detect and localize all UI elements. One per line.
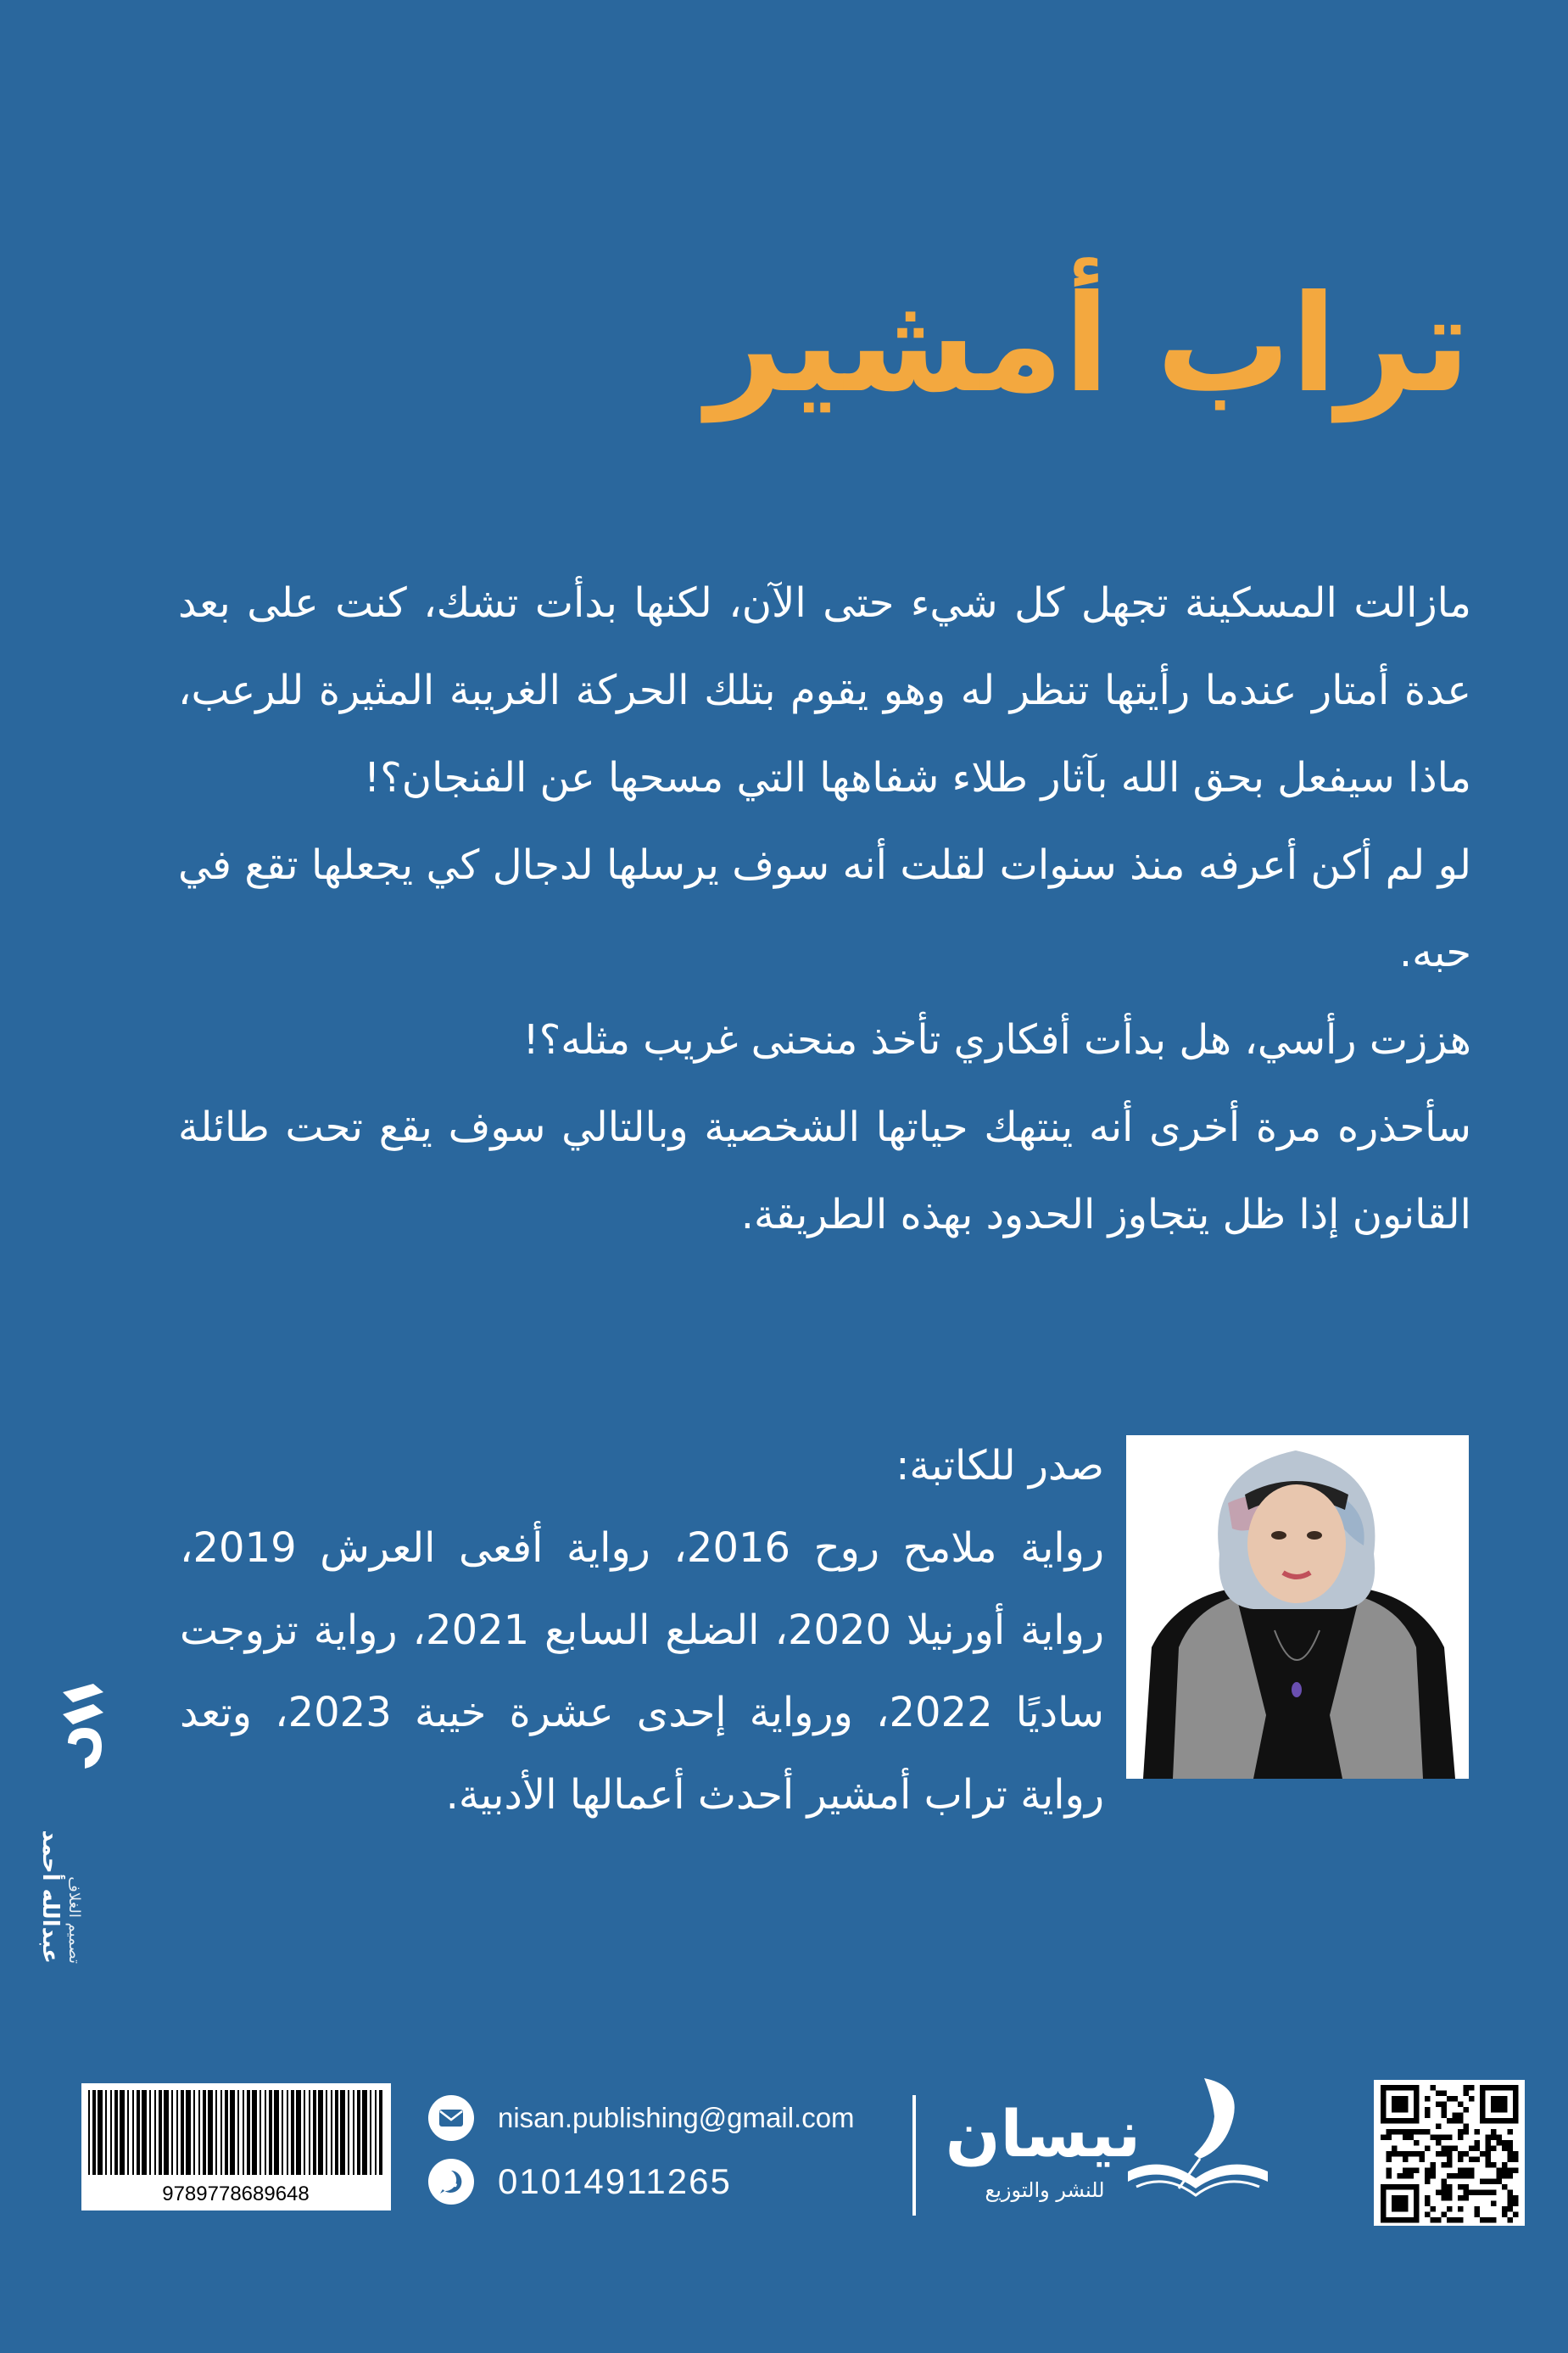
blurb-paragraph-4: سأحذره مرة أخرى أنه ينتهك حياتها الشخصية وبالتالي سوف يقع تحت طائلة القانون إذا ظل يتجاوز الحدود بهذه الطريقة. xyxy=(178,1104,1471,1238)
author-bibliography xyxy=(180,1425,1104,1836)
qr-code xyxy=(1374,2080,1525,2226)
bio-text: رواية ملامح روح 2016، رواية أفعى العرش 2019، رواية أورنيلا 2020، الضلع السابع 2021، رواية تزوجت ساديًا 2022، ورواية إحدى عشرة خيبة 2023، وتعد رواية تراب أمشير أحدث أعمالها الأدبية. xyxy=(180,1524,1105,1819)
publisher-email[interactable]: nisan.publishing@gmail.com xyxy=(498,2102,855,2133)
bio-heading: صدر للكاتبة: xyxy=(896,1442,1104,1489)
book-title: تراب أمشير xyxy=(706,266,1470,422)
blurb-paragraph-2: لو لم أكن أعرفه منذ سنوات لقلت أنه سوف يرسلها لدجال كي يجعلها تقع في حبه. xyxy=(178,841,1471,976)
cover-design-credit xyxy=(37,1684,114,1972)
publisher-brand xyxy=(937,2070,1293,2231)
qr-code-icon xyxy=(1374,2080,1525,2226)
publisher-name: نيسان xyxy=(945,2096,1141,2171)
isbn-number: 9789778689648 xyxy=(162,2183,310,2205)
designer-logo-icon xyxy=(59,1684,109,1777)
blurb-paragraph-3: هززت رأسي، هل بدأت أفكاري تأخذ منحنى غريب مثله؟! xyxy=(522,1016,1471,1064)
contact-phone-row xyxy=(428,2159,732,2205)
footer-divider xyxy=(912,2095,916,2216)
blurb-paragraph-1: مازالت المسكينة تجهل كل شيء حتى الآن، لكنها بدأت تشك، كنت على بعد عدة أمتار عندما رأيتها تنظر له وهو يقوم بتلك الحركة الغريبة المثيرة للرعب، ماذا سيفعل بحق الله بآثار طلاء شفاهها التي مسحها عن الفنجان؟! xyxy=(178,579,1471,802)
publisher-tagline: للنشر والتوزيع xyxy=(985,2178,1105,2202)
envelope-icon xyxy=(428,2095,474,2141)
cover-design-label: تصميم الغلاف xyxy=(65,1876,83,1964)
author-portrait-icon xyxy=(1126,1435,1469,1779)
quill-book-icon xyxy=(1119,2070,1272,2205)
blurb-text xyxy=(178,560,1471,1259)
whatsapp-icon xyxy=(428,2159,474,2205)
cover-designer-name: عبدالله أحمد xyxy=(37,1830,63,1964)
barcode-icon xyxy=(81,2083,391,2210)
contact-email-row xyxy=(428,2095,855,2141)
author-photo xyxy=(1126,1435,1469,1779)
publisher-phone[interactable]: 01014911265 xyxy=(498,2161,732,2201)
isbn-barcode xyxy=(81,2083,391,2210)
